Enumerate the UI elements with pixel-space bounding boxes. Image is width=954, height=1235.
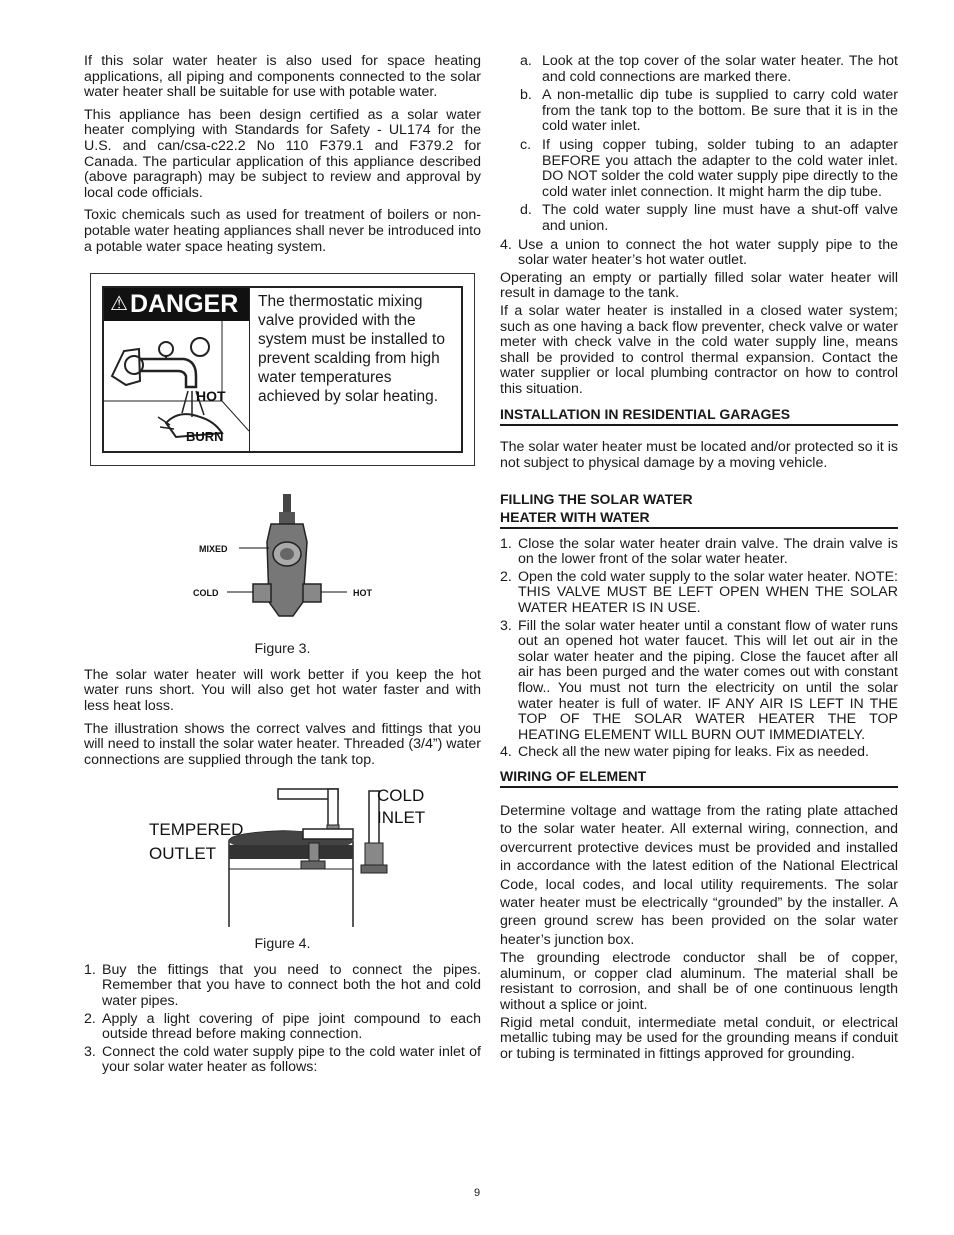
page-number: 9 bbox=[473, 1187, 481, 1199]
figure-3-caption: Figure 3. bbox=[254, 641, 311, 658]
filling-steps-list bbox=[500, 537, 898, 761]
figure3-label-cold: COLD bbox=[192, 588, 218, 599]
figure-3-mixing-valve bbox=[183, 492, 383, 632]
danger-header bbox=[104, 288, 249, 320]
paragraph-conduit: Rigid metal conduit, intermediate metal conduit, or electrical metallic tubing may be used for the grounding means if conduit or tubing is terminated in fittings approved for grounding. bbox=[500, 1014, 898, 1062]
figure3-label-mixed: MIXED bbox=[198, 544, 228, 555]
paragraph-closed-system: If a solar water heater is installed in a closed water system; such as one having a back flow preventer, check valve or water meter with check valve in the cold water supply line, means shall be provided to control thermal expansion. Contact the water supplier or local plumbing contractor on how to control this situation. bbox=[500, 302, 898, 397]
danger-warning-box bbox=[90, 273, 475, 466]
hot-word: HOT bbox=[196, 387, 226, 404]
figure-4-tank-connections bbox=[133, 775, 433, 927]
danger-label: DANGER bbox=[129, 290, 239, 319]
figure3-label-hot: HOT bbox=[352, 588, 372, 599]
faucet-burn-icon bbox=[104, 321, 249, 447]
heading-filling-line2: HEATER WITH WATER bbox=[500, 508, 650, 525]
warning-triangle-icon: ⚠ bbox=[110, 293, 128, 316]
paragraph-garages: The solar water heater must be located and/or protected so it is not subject to physical damage by a moving vehicle. bbox=[500, 439, 898, 472]
paragraph-space-heating: If this solar water heater is also used for space heating applications, all piping and components connected to the solar water heater shall be suitable for use with potable water. bbox=[84, 53, 481, 101]
list-item: 4. Check all the new water piping for leaks. Fix as needed. bbox=[500, 744, 869, 761]
list-item: a. Look at the top cover of the solar water heater. The hot and cold connections are marked there. bbox=[520, 53, 898, 85]
danger-left-panel bbox=[104, 288, 250, 451]
list-item: 4. Use a union to connect the hot water supply pipe to the solar water heater’s hot water outlet. bbox=[500, 236, 898, 269]
heading-filling bbox=[500, 490, 898, 529]
hot-water-burn-illustration bbox=[104, 321, 249, 452]
connection-steps-list bbox=[84, 963, 481, 1076]
figure4-label-outlet: OUTLET bbox=[148, 844, 216, 864]
paragraph-wiring-rating: Determine voltage and wattage from the rating plate attached to the solar water heater. All external wiring, connection, and overcurrent protective devices must be provided and installed in accordance with the latest edition of the National Electrical Code, local codes, and local utility requirements. The solar water heater must be electrically “grounded” by the installer. A green ground screw has been provided on the solar water heater’s junction box. bbox=[500, 802, 898, 948]
paragraph-grounding-conductor: The grounding electrode conductor shall be of copper, aluminum, or copper clad aluminum. The material shall be resistant to corrosion, and shall be of one continuous length without a splice or joint. bbox=[500, 950, 898, 1013]
hot-outlet-step bbox=[500, 238, 898, 269]
list-item: 3. Connect the cold water supply pipe to the cold water inlet of your solar water heater as follows: bbox=[84, 1043, 481, 1076]
figure4-label-cold: COLD bbox=[376, 786, 424, 806]
list-item: 1. Close the solar water heater drain valve. The drain valve is on the lower front of the solar water heater. bbox=[500, 535, 898, 568]
figure-4-caption: Figure 4. bbox=[254, 936, 311, 953]
burn-word: BURN bbox=[186, 428, 224, 444]
list-item: 2. Apply a light covering of pipe joint compound to each outside thread before making connection. bbox=[84, 1010, 481, 1043]
list-item: 3. Fill the solar water heater until a constant flow of water runs out an opened hot water faucet. This will let out air in the solar water heater and the piping. Close the faucet after all air has been purged and the water comes out with constant flow.. You must not turn the electricity on until the solar water heater is full of water. IF ANY AIR IS LEFT IN THE TOP OF THE SOLAR WATER HEATER THE TOP HEATING ELEMENT WILL BURN OUT IMMEDIATELY. bbox=[500, 617, 898, 743]
list-item: 2. Open the cold water supply to the solar water heater. NOTE: THIS VALVE MUST BE LEFT OPEN WHEN THE SOLAR WATER HEATER IS IN USE. bbox=[500, 568, 898, 617]
heading-filling-line1: FILLING THE SOLAR WATER bbox=[500, 490, 693, 507]
paragraph-toxic-chemicals: Toxic chemicals such as used for treatment of boilers or non-potable water heating appliances shall never be introduced into a potable water space heating system. bbox=[84, 207, 481, 255]
list-item: d. The cold water supply line must have a shut-off valve and union. bbox=[520, 202, 898, 234]
figure4-label-inlet: INLET bbox=[376, 808, 425, 828]
paragraph-illustration: The illustration shows the correct valves and fittings that you will need to install the solar water heater. Threaded (3/4”) water connections are supplied through the tank top. bbox=[84, 720, 481, 768]
cold-inlet-substeps-list bbox=[500, 54, 898, 235]
heading-residential-garages: INSTALLATION IN RESIDENTIAL GARAGES bbox=[500, 405, 898, 426]
paragraph-empty-heater: Operating an empty or partially filled solar water heater will result in damage to the tank. bbox=[500, 269, 898, 302]
list-item: b. A non-metallic dip tube is supplied to carry cold water from the tank top to the bottom. Be sure that it is in the cold water inlet. bbox=[520, 87, 898, 135]
danger-message: The thermostatic mixing valve provided with the system must be installed to prevent scalding from high water temperatures achieved by solar heating. bbox=[258, 293, 445, 406]
left-column bbox=[84, 54, 481, 1078]
paragraph-certification: This appliance has been design certified as a solar water heater complying with Standards for Safety - UL174 for the U.S. and can/csa-c22.2 No 110 F379.1 and F379.2 for Canada. The particular application of this appliance described (above paragraph) may be subject to review and approval by local code officials. bbox=[84, 106, 481, 201]
heading-wiring: WIRING OF ELEMENT bbox=[500, 767, 898, 788]
right-column bbox=[500, 54, 898, 1064]
list-item: 1. Buy the fittings that you need to connect the pipes. Remember that you have to connect both the hot and cold water pipes. bbox=[84, 961, 481, 1010]
danger-warning-inner bbox=[102, 286, 463, 453]
paragraph-short-runs: The solar water heater will work better if you keep the hot water runs short. You will also get hot water faster and with less heat loss. bbox=[84, 666, 481, 714]
list-item: c. If using copper tubing, solder tubing to an adapter BEFORE you attach the adapter to the cold water inlet. DO NOT solder the cold water supply pipe directly to the cold water inlet connection. It might harm the dip tube. bbox=[520, 136, 898, 200]
figure4-label-tempered: TEMPERED bbox=[148, 820, 243, 840]
